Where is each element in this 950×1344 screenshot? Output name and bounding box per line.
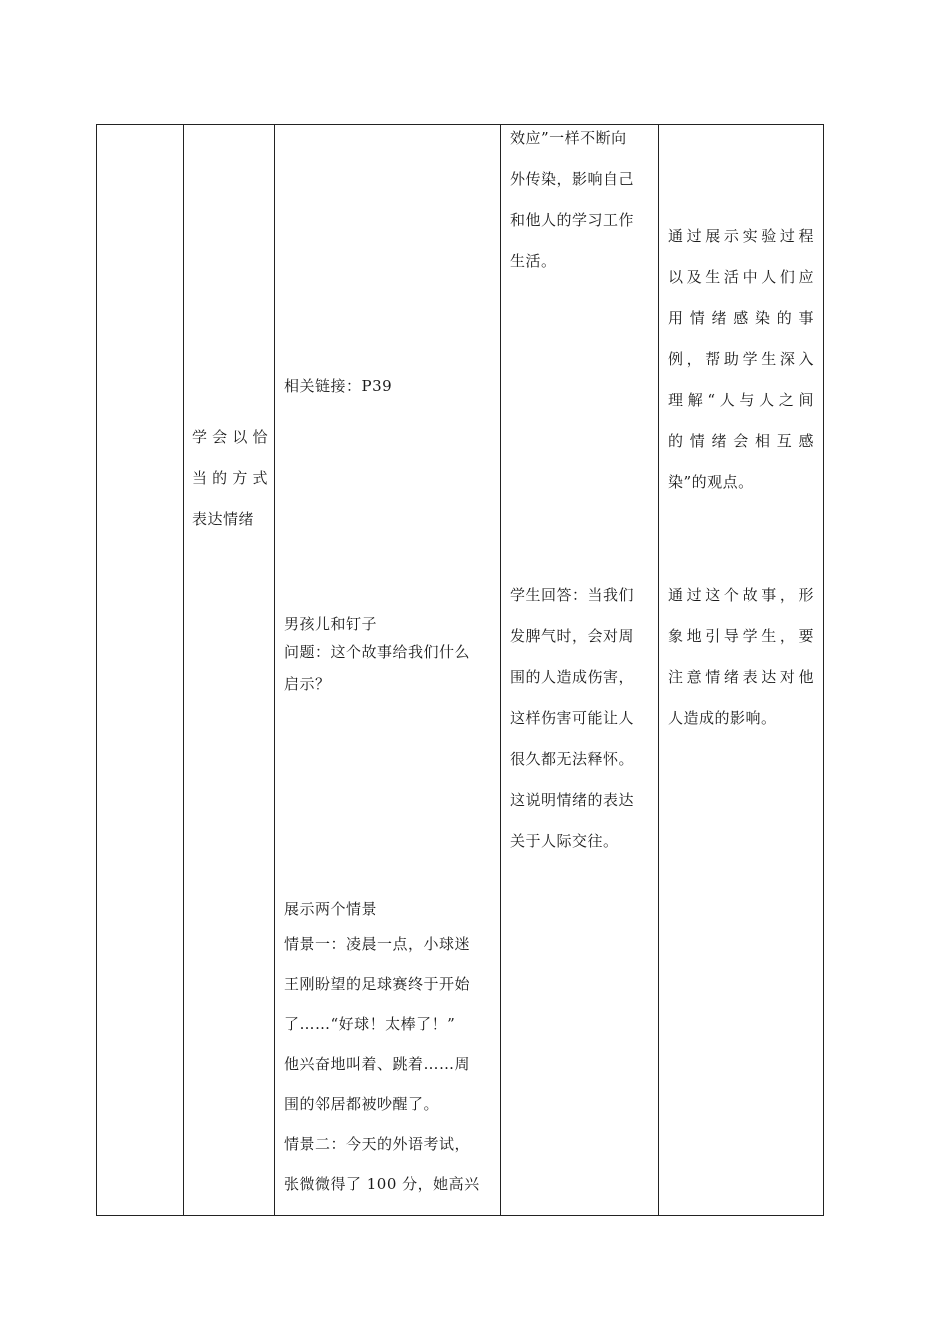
topic-line: 表达情绪 [192, 510, 255, 528]
student-answer-text: 学生回答：当我们 发脾气时，会对周 围的人造成伤害， 这样伤害可能让人 很久都无法释怀。 这说明情绪的表达 关于人际交往。 [510, 586, 635, 850]
scenes-title: 展示两个情景 [284, 900, 378, 918]
column-divider-4 [658, 124, 659, 1216]
design-intent-2: 通过这个故事，形 象地引导学生，要 注意情绪表达对他 人造成的影响。 [668, 586, 814, 727]
contagion-effect-text: 效应”一样不断向 外传染，影响自己 和他人的学习工作 生活。 [510, 129, 635, 270]
design-intent-1: 通过展示实验过程 以及生活中人们应 用情绪感染的事 例，帮助学生深入 理解“人与人之间 的情绪会相互感 染”的观点。 [668, 227, 814, 491]
column-divider-3 [500, 124, 501, 1216]
topic-line: 当的方式 [192, 469, 268, 487]
column-divider-2 [274, 124, 275, 1216]
topic-cell [192, 417, 268, 540]
column-divider-1 [183, 124, 184, 1216]
story-title: 男孩儿和钉子 [284, 615, 378, 633]
story-question: 问题：这个故事给我们什么 启示？ [284, 643, 471, 693]
topic-line: 学会以恰 [192, 428, 268, 446]
scenes-text: 情景一：凌晨一点，小球迷 王刚盼望的足球赛终于开始 了……“好球！太棒了！” 他兴奋地叫着、跳着……周 围的邻居都被吵醒了。 情景二：今天的外语考试， 张微微得了 100 分，她高兴 [284, 935, 480, 1193]
related-link-text: 相关链接：P39 [284, 377, 393, 395]
